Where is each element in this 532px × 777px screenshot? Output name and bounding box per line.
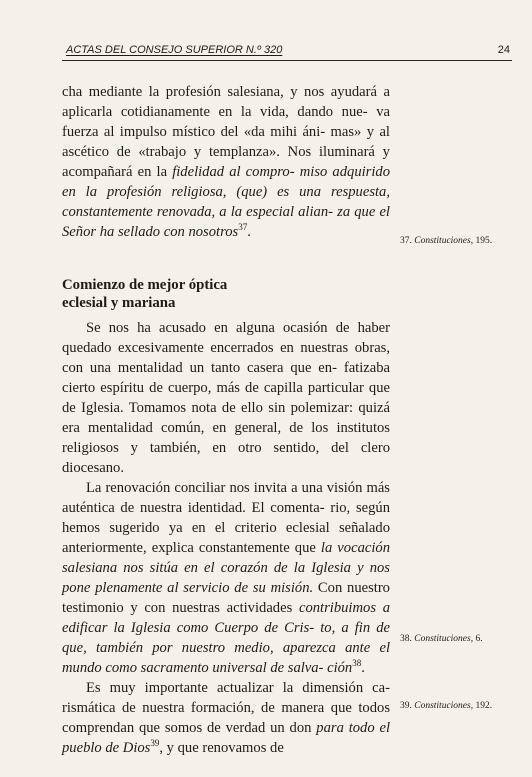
body-text-section xyxy=(62,318,390,758)
body-text-top xyxy=(62,82,390,242)
paragraph-continuation: cha mediante la profesión salesiana, y nos ayudará a aplicarla cotidianamente en la vida, dando nue- va fuerza al impulso místico del «da mihi áni- mas» y al ascético de «trabajo y templanza». Nos iluminará y acompañará en la fidelidad al compro- miso adquirido en la profesión religiosa, (que) es una respuesta, constantemente renovada, a la especial alian- za que el Señor ha sellado con nosotros$^{37}$. xyxy=(62,84,391,240)
running-header xyxy=(66,44,510,60)
header-rule xyxy=(62,60,512,61)
footnote-ref-38[interactable]: 38 xyxy=(352,658,362,668)
margin-note-37: 37. Constituciones, 195. xyxy=(400,236,493,246)
paragraph-3: Es muy importante actualizar la dimensión ca- rismática de nuestra formación, de manera que todos comprendan que somos de verdad un don para todo el pueblo de Dios$^{39}$, y que renovamos de xyxy=(62,680,391,756)
page-number: 24 xyxy=(497,44,510,56)
running-title: ACTAS DEL CONSEJO SUPERIOR N.º 320 xyxy=(66,44,283,56)
paragraph-1: Se nos ha acusado en alguna ocasión de haber quedado excesivamente encerrados en nuestras obras, con una mentalidad un tanto casera que en- fatizaba cierto espíritu de cuerpo, más de capilla particular que de Iglesia. Tomamos nota de ello sin polemizar: quizá era mentalidad común, en general, de los institutos religiosos y también, en otro sentido, del clero diocesano. xyxy=(62,320,391,476)
margin-note-38: 38. Constituciones, 6. xyxy=(400,634,483,644)
footnote-ref-37[interactable]: 37 xyxy=(238,222,248,232)
margin-note-39: 39. Constituciones, 192. xyxy=(400,701,493,711)
section-heading: Comienzo de mejor óptica eclesial y mariana xyxy=(62,277,228,311)
footnote-ref-39[interactable]: 39 xyxy=(150,738,160,748)
paragraph-2: La renovación conciliar nos invita a una visión más auténtica de nuestra identidad. El comenta- rio, según hemos sugerido ya en el criterio eclesial señalado anteriormente, explica constantemente que la vocación salesiana nos sitúa en el corazón de la Iglesia y nos pone plenamente al servicio de su misión. Con nuestro testimonio y con nuestras actividades contribuimos a edificar la Iglesia como Cuerpo de Cris- to, a fin de que, también por nuestro medio, aparezca ante el mundo como sacramento universal de salva- ción$^{38}$. xyxy=(62,480,391,676)
